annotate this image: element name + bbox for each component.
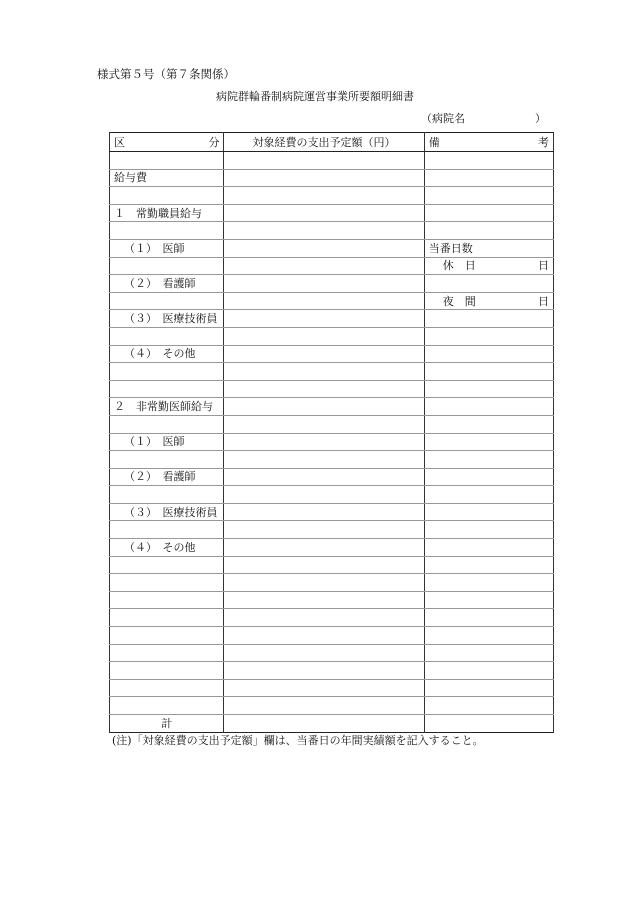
table-row bbox=[110, 363, 554, 381]
row-amount-cell[interactable] bbox=[224, 591, 424, 609]
row-amount-cell[interactable] bbox=[224, 697, 424, 715]
row-amount-cell[interactable] bbox=[224, 468, 424, 486]
row-category: （２） 看護師 bbox=[110, 275, 224, 293]
table-row bbox=[110, 433, 554, 451]
row-remarks-cell bbox=[424, 539, 553, 557]
table-row bbox=[110, 204, 554, 222]
row-amount-cell[interactable] bbox=[224, 222, 424, 240]
table-row bbox=[110, 521, 554, 539]
table-row bbox=[110, 627, 554, 645]
row-category: （４） その他 bbox=[110, 345, 224, 363]
row-category bbox=[110, 292, 224, 310]
row-amount-cell[interactable] bbox=[224, 574, 424, 592]
remark-night-label: 夜 間 bbox=[442, 294, 476, 308]
row-category bbox=[110, 152, 224, 170]
header-category bbox=[110, 133, 224, 152]
row-amount-cell[interactable] bbox=[224, 556, 424, 574]
row-amount-cell[interactable] bbox=[224, 398, 424, 416]
table-row bbox=[110, 574, 554, 592]
remark-night-unit: 日 bbox=[538, 294, 549, 308]
row-amount-cell[interactable] bbox=[224, 380, 424, 398]
row-remarks-cell bbox=[424, 415, 553, 433]
table-row bbox=[110, 415, 554, 433]
row-remarks-cell bbox=[424, 187, 553, 205]
table-row bbox=[110, 345, 554, 363]
row-amount-cell[interactable] bbox=[224, 486, 424, 504]
table-row bbox=[110, 398, 554, 416]
row-remarks-cell bbox=[424, 556, 553, 574]
row-amount-cell[interactable] bbox=[224, 275, 424, 293]
total-row bbox=[110, 715, 554, 733]
row-remarks-cell bbox=[424, 380, 553, 398]
row-category bbox=[110, 380, 224, 398]
table-row bbox=[110, 451, 554, 469]
row-category: 給与費 bbox=[110, 169, 224, 187]
row-remarks-cell bbox=[424, 327, 553, 345]
table-row bbox=[110, 539, 554, 557]
row-amount-cell[interactable] bbox=[224, 310, 424, 328]
row-amount-cell[interactable] bbox=[224, 152, 424, 170]
table-row bbox=[110, 187, 554, 205]
table-row bbox=[110, 310, 554, 328]
row-remarks-cell bbox=[424, 275, 553, 293]
row-remarks-cell bbox=[424, 486, 553, 504]
row-amount-cell[interactable] bbox=[224, 257, 424, 275]
row-amount-cell[interactable] bbox=[224, 345, 424, 363]
table-row bbox=[110, 239, 554, 257]
row-remarks-cell: 当番日数 bbox=[424, 239, 553, 257]
row-remarks-cell bbox=[424, 433, 553, 451]
row-remarks-cell bbox=[424, 679, 553, 697]
row-category bbox=[110, 662, 224, 680]
hospital-name-label: （病院名 bbox=[421, 112, 465, 125]
header-category-right: 分 bbox=[208, 135, 220, 149]
row-category: （３） 医療技術員 bbox=[110, 503, 224, 521]
table-row bbox=[110, 222, 554, 240]
row-amount-cell[interactable] bbox=[224, 451, 424, 469]
row-amount-cell[interactable] bbox=[224, 433, 424, 451]
row-category: （２） 看護師 bbox=[110, 468, 224, 486]
row-remarks-cell bbox=[424, 363, 553, 381]
row-category bbox=[110, 486, 224, 504]
row-remarks-cell bbox=[424, 591, 553, 609]
row-remarks-cell bbox=[424, 662, 553, 680]
row-remarks-cell bbox=[424, 574, 553, 592]
row-amount-cell[interactable] bbox=[224, 363, 424, 381]
remark-holiday-unit: 日 bbox=[538, 259, 549, 273]
row-remarks-cell bbox=[424, 468, 553, 486]
row-category bbox=[110, 697, 224, 715]
table-row bbox=[110, 152, 554, 170]
row-remarks-cell bbox=[424, 310, 553, 328]
row-amount-cell[interactable] bbox=[224, 521, 424, 539]
table-row bbox=[110, 503, 554, 521]
row-category bbox=[110, 222, 224, 240]
row-category bbox=[110, 574, 224, 592]
row-category: ２ 非常勤医師給与 bbox=[110, 398, 224, 416]
row-remarks-cell bbox=[424, 521, 553, 539]
row-category bbox=[110, 644, 224, 662]
table-row bbox=[110, 679, 554, 697]
total-remarks-cell bbox=[424, 715, 553, 733]
row-category bbox=[110, 257, 224, 275]
form-number: 様式第５号（第７条関係） bbox=[97, 67, 235, 81]
table-row bbox=[110, 556, 554, 574]
row-amount-cell[interactable] bbox=[224, 292, 424, 310]
row-remarks-cell bbox=[424, 222, 553, 240]
row-amount-cell[interactable] bbox=[224, 644, 424, 662]
table-row bbox=[110, 486, 554, 504]
row-category bbox=[110, 327, 224, 345]
row-amount-cell[interactable] bbox=[224, 239, 424, 257]
row-category bbox=[110, 591, 224, 609]
row-category: （４） その他 bbox=[110, 539, 224, 557]
row-amount-cell[interactable] bbox=[224, 415, 424, 433]
row-category bbox=[110, 627, 224, 645]
expense-detail-table bbox=[109, 132, 554, 733]
row-category bbox=[110, 521, 224, 539]
row-amount-cell[interactable] bbox=[224, 187, 424, 205]
table-row bbox=[110, 292, 554, 310]
row-category: １ 常勤職員給与 bbox=[110, 204, 224, 222]
row-remarks-cell bbox=[424, 609, 553, 627]
row-remarks-cell bbox=[424, 169, 553, 187]
remark-holiday-label: 休 日 bbox=[442, 259, 476, 273]
hospital-name-line bbox=[421, 110, 546, 126]
row-remarks-cell bbox=[424, 644, 553, 662]
total-amount-cell[interactable] bbox=[224, 715, 424, 733]
row-amount-cell[interactable] bbox=[224, 627, 424, 645]
header-category-left: 区 bbox=[114, 135, 125, 149]
row-amount-cell[interactable] bbox=[224, 327, 424, 345]
hospital-name-close: ） bbox=[535, 112, 546, 125]
table-row bbox=[110, 591, 554, 609]
table-row bbox=[110, 169, 554, 187]
table-row bbox=[110, 275, 554, 293]
row-category bbox=[110, 451, 224, 469]
row-remarks-cell bbox=[424, 257, 553, 275]
header-remarks-left: 備 bbox=[428, 135, 440, 149]
header-remarks bbox=[424, 133, 553, 152]
footnote: (注)「対象経費の支出予定額」欄は、当番日の年間実績額を記入すること。 bbox=[112, 734, 484, 747]
row-remarks-cell bbox=[424, 627, 553, 645]
row-category: （３） 医療技術員 bbox=[110, 310, 224, 328]
row-amount-cell[interactable] bbox=[224, 679, 424, 697]
table-row bbox=[110, 257, 554, 275]
table-row bbox=[110, 644, 554, 662]
row-category: （１） 医師 bbox=[110, 239, 224, 257]
row-category bbox=[110, 363, 224, 381]
row-category bbox=[110, 187, 224, 205]
total-label: 計 bbox=[110, 715, 224, 733]
row-category bbox=[110, 679, 224, 697]
table-row bbox=[110, 662, 554, 680]
table-row bbox=[110, 609, 554, 627]
table-row bbox=[110, 697, 554, 715]
row-amount-cell[interactable] bbox=[224, 539, 424, 557]
row-amount-cell[interactable] bbox=[224, 503, 424, 521]
table-row bbox=[110, 327, 554, 345]
row-category bbox=[110, 415, 224, 433]
table-row bbox=[110, 468, 554, 486]
row-amount-cell[interactable] bbox=[224, 609, 424, 627]
document-title: 病院群輪番制病院運営事業所要額明細書 bbox=[216, 90, 414, 103]
row-category: （１） 医師 bbox=[110, 433, 224, 451]
row-remarks-cell bbox=[424, 398, 553, 416]
row-remarks-cell bbox=[424, 204, 553, 222]
table-header-row bbox=[110, 133, 554, 152]
row-remarks-cell bbox=[424, 152, 553, 170]
header-amount: 対象経費の支出予定額（円） bbox=[224, 133, 424, 152]
row-amount-cell[interactable] bbox=[224, 204, 424, 222]
row-remarks-cell bbox=[424, 697, 553, 715]
row-category bbox=[110, 556, 224, 574]
row-amount-cell[interactable] bbox=[224, 662, 424, 680]
row-remarks-cell bbox=[424, 345, 553, 363]
row-amount-cell[interactable] bbox=[224, 169, 424, 187]
row-category bbox=[110, 609, 224, 627]
row-remarks-cell bbox=[424, 503, 553, 521]
table-row bbox=[110, 380, 554, 398]
row-remarks-cell bbox=[424, 292, 553, 310]
header-remarks-right: 考 bbox=[538, 135, 549, 149]
row-remarks-cell bbox=[424, 451, 553, 469]
